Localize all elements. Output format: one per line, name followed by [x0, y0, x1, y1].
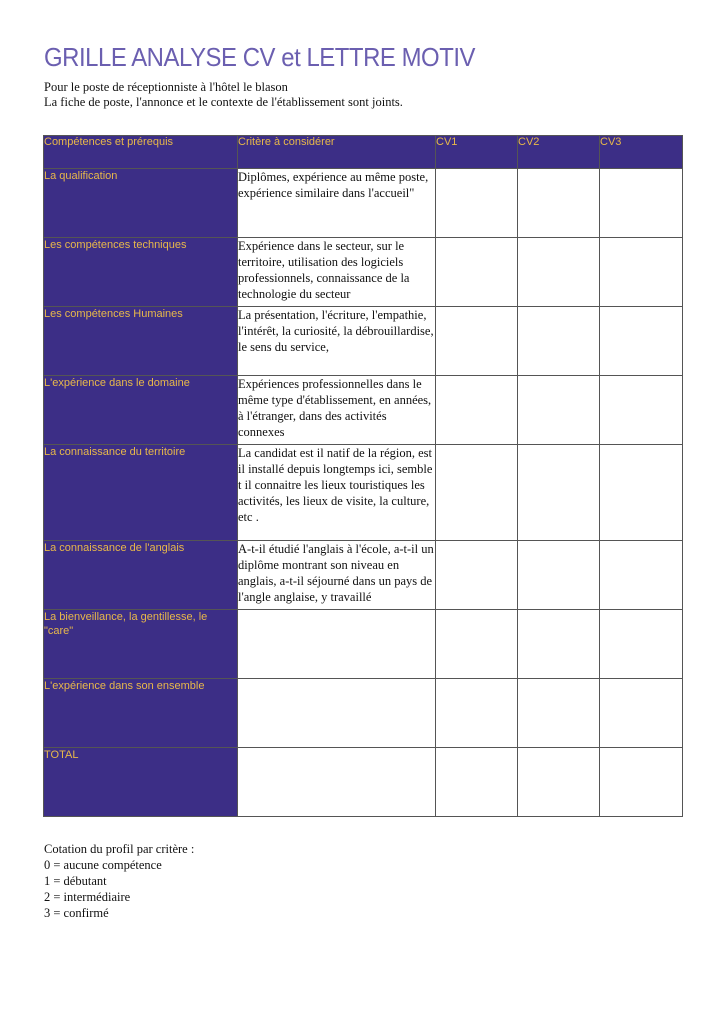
score-cv2[interactable]	[518, 610, 600, 679]
score-cv3[interactable]	[600, 376, 683, 445]
row-label: Les compétences Humaines	[44, 307, 238, 376]
legend-item: 0 = aucune compétence	[44, 858, 162, 872]
analysis-grid	[43, 135, 683, 817]
row-criteria: Expérience dans le secteur, sur le territoire, utilisation des logiciels professionnels, connaissance de la technologie du secteur	[238, 238, 436, 307]
row-criteria: La présentation, l'écriture, l'empathie, l'intérêt, la curiosité, la débrouillardise, le sens du service,	[238, 307, 436, 376]
header-cv1: CV1	[436, 136, 518, 169]
subtitle-position: Pour le poste de réceptionniste à l'hôtel le blason	[44, 80, 288, 94]
score-cv1[interactable]	[436, 169, 518, 238]
legend-item: 3 = confirmé	[44, 906, 109, 920]
row-criteria: A-t-il étudié l'anglais à l'école, a-t-il un diplôme montrant son niveau en anglais, a-t-il séjourné dans un pays de l'angle anglaise, y travaillé	[238, 541, 436, 610]
score-cv1[interactable]	[436, 610, 518, 679]
score-cv2[interactable]	[518, 307, 600, 376]
legend-item: 1 = débutant	[44, 874, 107, 888]
score-cv3[interactable]	[600, 541, 683, 610]
table-row	[44, 610, 683, 679]
score-cv2[interactable]	[518, 238, 600, 307]
row-label: TOTAL	[44, 748, 238, 817]
table-row	[44, 541, 683, 610]
rating-legend	[44, 841, 194, 921]
table-row	[44, 445, 683, 541]
table-row	[44, 169, 683, 238]
score-cv3[interactable]	[600, 610, 683, 679]
score-cv3[interactable]	[600, 238, 683, 307]
score-cv2[interactable]	[518, 169, 600, 238]
score-cv3[interactable]	[600, 169, 683, 238]
score-cv3[interactable]	[600, 679, 683, 748]
row-label: L'expérience dans le domaine	[44, 376, 238, 445]
score-cv1[interactable]	[436, 445, 518, 541]
score-cv1[interactable]	[436, 541, 518, 610]
table-row	[44, 376, 683, 445]
header-competences: Compétences et prérequis	[44, 136, 238, 169]
total-cv2[interactable]	[518, 748, 600, 817]
row-criteria[interactable]	[238, 748, 436, 817]
table-row	[44, 307, 683, 376]
score-cv1[interactable]	[436, 679, 518, 748]
row-criteria[interactable]	[238, 610, 436, 679]
row-label: La qualification	[44, 169, 238, 238]
table-row	[44, 679, 683, 748]
score-cv3[interactable]	[600, 307, 683, 376]
row-criteria: Expériences professionnelles dans le même type d'établissement, en années, à l'étranger, dans des activités connexes	[238, 376, 436, 445]
score-cv1[interactable]	[436, 238, 518, 307]
row-label: La connaissance du territoire	[44, 445, 238, 541]
legend-heading: Cotation du profil par critère :	[44, 842, 195, 856]
row-label: La connaissance de l'anglais	[44, 541, 238, 610]
score-cv3[interactable]	[600, 445, 683, 541]
table-header-row	[44, 136, 683, 169]
score-cv2[interactable]	[518, 376, 600, 445]
score-cv1[interactable]	[436, 376, 518, 445]
table-row	[44, 238, 683, 307]
header-cv2: CV2	[518, 136, 600, 169]
total-cv1[interactable]	[436, 748, 518, 817]
score-cv2[interactable]	[518, 679, 600, 748]
score-cv1[interactable]	[436, 307, 518, 376]
subtitle-context: La fiche de poste, l'annonce et le contexte de l'établissement sont joints.	[44, 95, 403, 109]
score-cv2[interactable]	[518, 445, 600, 541]
page-title: GRILLE ANALYSE CV et LETTRE MOTIV	[44, 42, 476, 72]
score-cv2[interactable]	[518, 541, 600, 610]
legend-item: 2 = intermédiaire	[44, 890, 131, 904]
row-label: La bienveillance, la gentillesse, le "care"	[44, 610, 238, 679]
total-cv3[interactable]	[600, 748, 683, 817]
header-criteres: Critère à considérer	[238, 136, 436, 169]
row-criteria: La candidat est il natif de la région, est il installé depuis longtemps ici, semble t il connaitre les lieux touristiques les activités, les lieux de visite, la culture, etc .	[238, 445, 436, 541]
row-label: L'expérience dans son ensemble	[44, 679, 238, 748]
table-row-total	[44, 748, 683, 817]
row-label: Les compétences techniques	[44, 238, 238, 307]
header-cv3: CV3	[600, 136, 683, 169]
row-criteria: Diplômes, expérience au même poste, expérience similaire dans l'accueil"	[238, 169, 436, 238]
row-criteria[interactable]	[238, 679, 436, 748]
